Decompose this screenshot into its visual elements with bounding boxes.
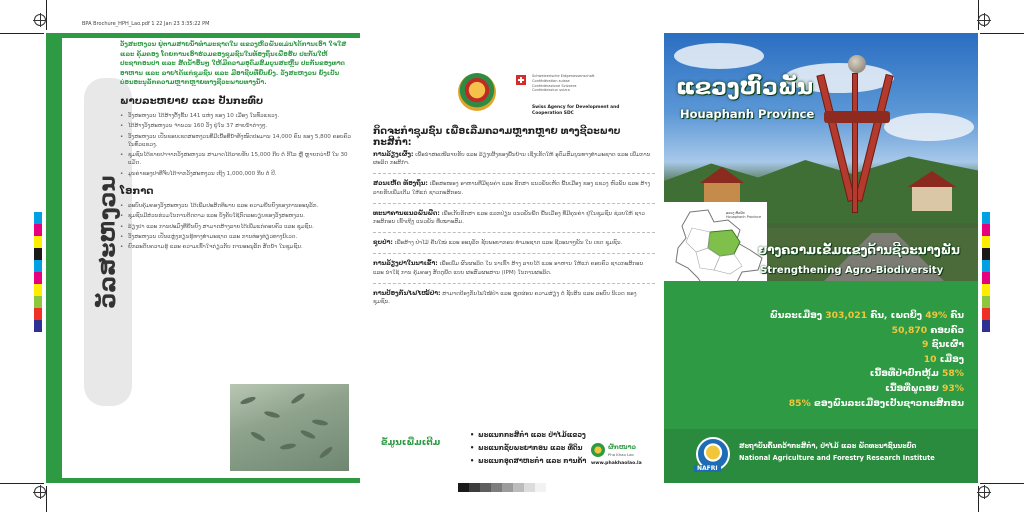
color-swatch — [982, 320, 990, 332]
stat-number: 93% — [942, 382, 964, 394]
fish-shape — [264, 410, 281, 419]
activity-text: ສາມາດປ້ອງກັນໄຟໄໝ້ປ່າ ແລະ ຫຼຸດຜ່ອນ ຄວາມສ່ຽງ ຕໍ່ ຊັບສິນ ແລະ ລະບົບ ນິເວດ ຂອງ ຊຸມຊົນ. — [373, 290, 637, 306]
grey-swatch — [502, 483, 513, 492]
crop-mark — [980, 483, 1024, 484]
monument-ring — [824, 111, 890, 123]
stat-number: 303,021 — [825, 310, 868, 321]
panel-left-content — [120, 40, 352, 254]
color-swatch — [34, 272, 42, 284]
activity-item — [373, 180, 655, 203]
nafri-name-lao: ສະຖາບັນຄົ້ນຄວ້າກະສິກຳ, ປ່າໄມ້ ແລະ ພັດທະນາຊົນນະບົດ — [739, 442, 917, 450]
stat-label: ຄົນ — [950, 310, 964, 321]
color-swatch — [34, 260, 42, 272]
monument-top-icon — [848, 55, 866, 73]
stat-label: ຂອງພົນລະເມືອງເປັນຊາວກະສິກອນ — [813, 397, 964, 409]
grey-swatch — [513, 483, 524, 492]
color-bar-left — [34, 212, 42, 332]
activity-item — [373, 260, 655, 283]
color-swatch — [34, 236, 42, 248]
stat-number: 10 — [923, 353, 937, 365]
swiss-logo — [516, 74, 620, 116]
color-swatch — [34, 284, 42, 296]
color-swatch — [982, 284, 990, 296]
list-item: • ວັງສະຫງວນ ເປັນຂອບເຂດສະຫງວນທີ່ມີເນື້ອທີ່ນ້ຳທັງໝົດປະມານ 14,000 ຄົນ ຂອງ 5,800 ຄອບຄົວ ໃນທົ່ວແຂວງ. — [120, 133, 352, 150]
stat-line — [770, 397, 964, 412]
list-item: • ມູນຄ່າຂອງປາທີ່ຈັບໄດ້ຈາກວັງສະຫງວນ ເຖິງ 1,000,000 ກີບ ຕໍ່ ປີ. — [120, 170, 352, 178]
color-swatch — [982, 308, 990, 320]
list-item: • ວັງສະຫງວນ ໄດ້ສ້າງຕັ້ງຂຶ້ນ 141 ແຫ່ງ ຂອງ 10 ເມືອງ ໃນທົ່ວແຂວງ. — [120, 112, 352, 120]
phakhaolao-url[interactable]: www.phakhaolao.la — [591, 461, 642, 466]
list-item: • ລະບົບຄຸ້ມຄອງວັງສະຫງວນ ໄດ້ເພີ່ມປະສິດທິພາບ ແລະ ຄວາມຍືນຍົງຂອງການອະນຸລັກ. — [120, 202, 352, 210]
phakhaolao-subname: Pha Khao Lao — [608, 452, 634, 457]
activity-text: ເພື່ອເພີ່ມ ຜົນຜະລິດ ໃນ ນາເຂົ້າ ສ້າງ ລາຍໄດ້ ແລະ ອາຫານ ໃຫ້ແກ່ ຄອບຄົວ ຊາວກະສິກອນ ແລະ ນຳໃຊ້ ການ ຄຸ້ມຄອງ ສັດຕູພືດ ແບບ ຜະສົມຜະສານ (IPM) ໃນການຜະລິດ. — [373, 261, 644, 276]
color-swatch — [34, 320, 42, 332]
stat-label: ຄອບຄົວ — [930, 324, 964, 336]
swiss-flag-icon — [516, 75, 526, 85]
stat-label: ຊົນເຜົ່າ — [931, 339, 964, 351]
activities-list — [373, 151, 655, 318]
activity-title: ທະນາຄານແນວພັນພືດ: — [373, 209, 440, 217]
impact-list — [120, 112, 352, 178]
phakhaolao-name: ຜັກໜາວ — [608, 443, 637, 451]
lao-emblem-icon — [458, 73, 496, 111]
fish-shape — [240, 395, 257, 405]
activity-title: ການລ້ຽງປາໃນນາເຂົ້າ: — [373, 260, 438, 268]
list-item: • ພະແນກຊັບພະຍາກອນ ແລະ ທີ່ດິນ — [470, 442, 586, 455]
color-swatch — [982, 296, 990, 308]
list-item: • ໄດ້ສ້າງວັງສະຫງວນ ຈຳນວນ 160 ວັງ ຢູ່ໃນ 37 ສາຍນ້ຳຕ່າງໆ. — [120, 122, 352, 130]
stat-label: ຄົນ, ເພດຍິງ — [870, 310, 922, 321]
stat-number: 58% — [942, 368, 964, 380]
swiss-agency: Swiss Agency for Development and Cooperation SDC — [532, 105, 620, 116]
fish-shape — [290, 392, 306, 405]
cloud-shape — [884, 113, 974, 141]
stat-number: 49% — [925, 310, 948, 321]
province-title-lao: ແຂວງຫົວພັນ — [676, 75, 814, 100]
crop-mark — [46, 486, 47, 512]
fish-shape — [280, 443, 297, 451]
file-label: BPA Brochure_HPH_Lao.pdf 1 22 Jan 23 3:35:22 PM — [82, 21, 210, 27]
list-item: • ພະແນກກະສິກຳ ແລະ ປ່າໄມ້ແຂວງ — [470, 429, 586, 442]
activity-text: ເພື່ອສ້າງ ປ່າໄມ້ ຄືນໃໝ່ ແລະ ອະນຸລັກ ຊັບພະຍາກອນ ທຳມະຊາດ ແລະ ຊີວະນາໆພັນ ໃນ ເຂດ ຊຸມຊົນ. — [394, 240, 623, 247]
color-swatch — [34, 212, 42, 224]
activity-text: ເພື່ອນຳສະເໜີລາຍຮັບ ແລະ ລ້ຽງເຜິ້ງຂອງພື້ນບ້ານ ເຊິ່ງເຮັດໃຫ້ ອຸດົມສົມບູນທາງທຳມະຊາດ ແລະ ເພີ່ມການຜະລິດ ກະສິກຳ. — [373, 152, 651, 167]
list-item: • ຊຸມຊົນມີສ່ວນຮ່ວມໃນການຕິດຕາມ ແລະ ບັງຄັບໃຊ້ກົດລະບຽບຂອງວັງສະຫງວນ. — [120, 212, 352, 220]
activity-item — [373, 290, 655, 312]
crop-mark — [46, 0, 47, 30]
stat-line — [770, 367, 964, 382]
color-swatch — [982, 272, 990, 284]
more-info-label: ຂໍ້ມູນເພີ່ມເຕີມ — [381, 438, 441, 448]
panel-middle — [361, 33, 663, 483]
registration-mark-icon — [978, 14, 990, 26]
activity-title: ການລ້ຽງເຜິ້ງ: — [373, 151, 414, 158]
province-stats — [770, 309, 964, 411]
subtitle-lao: ຍາງຄວາມເຂັ້ມແຂງດ້ານຊີວະນາງພັນ — [758, 243, 960, 257]
color-swatch — [982, 236, 990, 248]
stat-label: ເນື້ອທີ່ພູດອຍ — [885, 382, 939, 394]
stat-label: ພົນລະເມືອງ — [769, 310, 823, 321]
activity-item — [373, 151, 655, 174]
crop-mark — [0, 33, 44, 34]
fish-shape — [312, 419, 329, 427]
swiss-line: Confederazione Svizzera — [532, 83, 577, 88]
grey-swatch — [491, 483, 502, 492]
subtitle-en: Strengthening Agro-Biodiversity — [760, 265, 944, 276]
panel-right — [664, 33, 978, 483]
fish-shape — [250, 430, 266, 442]
section-title-opportunity: ໂອກາດ — [120, 186, 154, 198]
stat-line — [770, 338, 964, 353]
province-title-en: Houaphanh Province — [680, 107, 815, 121]
crop-mark — [0, 483, 44, 484]
registration-mark-icon — [34, 486, 46, 498]
color-swatch — [982, 212, 990, 224]
intro-text: ວັງສະຫງວນ ຢູ່ຕາມສາຍນ້ຳທຳມະຊາດໃນ ແຂວງຫົວພັນແມ່ນໄດ້ການເອົາ ໃຈໃສ່ ແລະ ຄຸ້ມຄອງ ໂດຍການເອົາຮ່ວມຂອງຊຸມຊົນໃນທ້ອງຖິ່ນເພື່ອຮັບ ປະກັນໃຫ້ປະຊາກອນປາ ແລະ ສັດນ້ຳອື່ນໆ ໃຫ້ມີຄວາມອຸດົມສົມບູນສະຫຼືນ ປະກັນຂອງທາດອາຫານ ແລະ ລາຍໄດ້ແກ່ຊຸມຊົນ ແລະ ມີອາຊີບທີ່ຍືນຍົງ. ວັງສະຫງວນ ຍັງເປັນບ່ອນອະນຸລັກຄວາມຫຼາກຫຼາຍທາງຊີວະພາບທາງນ້ຳ. — [120, 41, 347, 87]
swiss-name-lines — [532, 74, 632, 93]
nafri-footer — [664, 429, 978, 483]
monument-leg — [852, 73, 858, 213]
grey-swatch — [469, 483, 480, 492]
phakhaolao-logo-icon — [591, 443, 605, 457]
swiss-line: Confédération suisse — [532, 78, 570, 83]
color-swatch — [982, 224, 990, 236]
stat-line — [770, 353, 964, 368]
swiss-line: Schweizerische Eidgenossenschaft — [532, 74, 595, 78]
grey-swatch — [480, 483, 491, 492]
side-title: ວັລສະຫງວນ — [95, 175, 121, 309]
crop-mark — [980, 33, 1024, 34]
color-swatch — [34, 224, 42, 236]
color-swatch — [982, 248, 990, 260]
activity-title: ຊຸບປ່າ: — [373, 239, 393, 247]
stat-line — [770, 309, 964, 324]
section-title-impact: ພາບລະຫຍາຍ ແລະ ປັນກະທົບ — [120, 95, 264, 107]
grey-swatch — [458, 483, 469, 492]
activity-title: ການປ້ອງກັນໄຟໄໝ້ປ່າ: — [373, 289, 441, 297]
activity-title: ສວນເຫັດ ທ້ອງຖິ່ນ: — [373, 180, 428, 188]
stats-band — [664, 281, 978, 449]
fish-shape — [300, 429, 317, 440]
fish-photo — [230, 384, 349, 471]
fish-shape — [318, 445, 333, 459]
color-swatch — [34, 308, 42, 320]
nafri-badge: NAFRI — [694, 465, 721, 472]
activity-text: ເພື່ອເກັບຮັກສາ ແລະ ແລກປ່ຽນ ແນວພັນພືດ ພື້ນເມືອງ ທີ່ມີຄຸນຄ່າ ຢູ່ໃນຊຸມຊົນ ຊ່ວຍໃຫ້ ຊາວກະສິກອນ ເຂົ້າເຖິງ ແນວພັນ ທີ່ເໝາະສົມ. — [373, 210, 645, 226]
color-swatch — [34, 296, 42, 308]
stat-line — [770, 382, 964, 397]
stat-number: 50,870 — [891, 324, 928, 336]
cloud-shape — [674, 43, 764, 69]
activity-item — [373, 210, 655, 233]
activity-item — [373, 239, 655, 254]
registration-mark-icon — [34, 14, 46, 26]
stat-label: ເນື້ອທີ່ປ່າປົກຫຸ້ມ — [869, 368, 939, 380]
stat-line — [770, 324, 964, 339]
grey-swatch — [535, 483, 546, 492]
list-item: • ວັງສະຫງວນ ເປັນແຫຼ່ງຮຽນຮູ້ທາງທຳມະຊາດ ແລະ ການທ່ອງທ່ຽວທາງນິເວດ. — [120, 233, 352, 241]
stat-number: 9 — [922, 339, 929, 351]
nafri-name-en: National Agriculture and Forestry Research Institute — [739, 454, 935, 462]
list-item: • ຊຸມຊົນໄດ້ຂາຍປາຈາກວັງສະຫງວນ ສາມາດໄດ້ລາຍຮັບ 15,000 ກີບ ຕໍ່ ກິໂລ ຫຼື ຫຼາຍກວ່ານີ້ ໃນ 30 ແມັດ. — [120, 151, 352, 168]
activity-text: ເພື່ອສະໜອງ ອາຫານທີ່ມີຄຸນຄ່າ ແລະ ຮັກສາ ແນວພັນເຫັດ ພື້ນເມືອງ ຂອງ ແຂວງ ຫົວພັນ ແລະ ສ້າງລາຍຮັບເພີ່ມເຕີມ ໃຫ້ແກ່ ຊາວກະສິກອນ. — [373, 181, 651, 196]
swiss-line: Confederaziun svizra — [532, 88, 570, 93]
more-info-list — [470, 429, 586, 468]
list-item: • ພະແນກອຸດສາຫະກຳ ແລະ ການຄ້າ — [470, 455, 586, 468]
grey-bar — [458, 483, 546, 492]
house-shape — [912, 185, 952, 211]
list-item: • ຍົກລະດັບຄວາມຮູ້ ແລະ ຄວາມເຂົ້າໃຈກ່ຽວກັບ ການອະນຸລັກ ສັດນ້ຳ ໃນຊຸມຊົນ. — [120, 243, 352, 251]
color-swatch — [34, 248, 42, 260]
list-item: • ລ້ຽງປາ ແລະ ການປະມົງທີ່ຍືນຍົງ ສາມາດສ້າງລາຍໄດ້ເພີ່ມແກ່ຄອບຄົວ ແລະ ຊຸມຊົນ. — [120, 223, 352, 231]
registration-mark-icon — [978, 486, 990, 498]
stat-label: ເມືອງ — [939, 353, 964, 365]
grey-swatch — [524, 483, 535, 492]
activities-heading: ກິດຈະກຳຊຸມຊົນ ເພື່ອເລີ່ມຄວາມຫຼາກຫຼາຍ ທາງຊີວະພາບ ກະສິກຳ: — [373, 126, 621, 148]
map-caption: ແຂວງ ຫົວພັນ Houaphanh Province — [726, 211, 762, 220]
color-bar-right — [982, 212, 990, 332]
stat-number: 85% — [788, 397, 811, 409]
opportunity-list — [120, 202, 352, 251]
color-swatch — [982, 260, 990, 272]
